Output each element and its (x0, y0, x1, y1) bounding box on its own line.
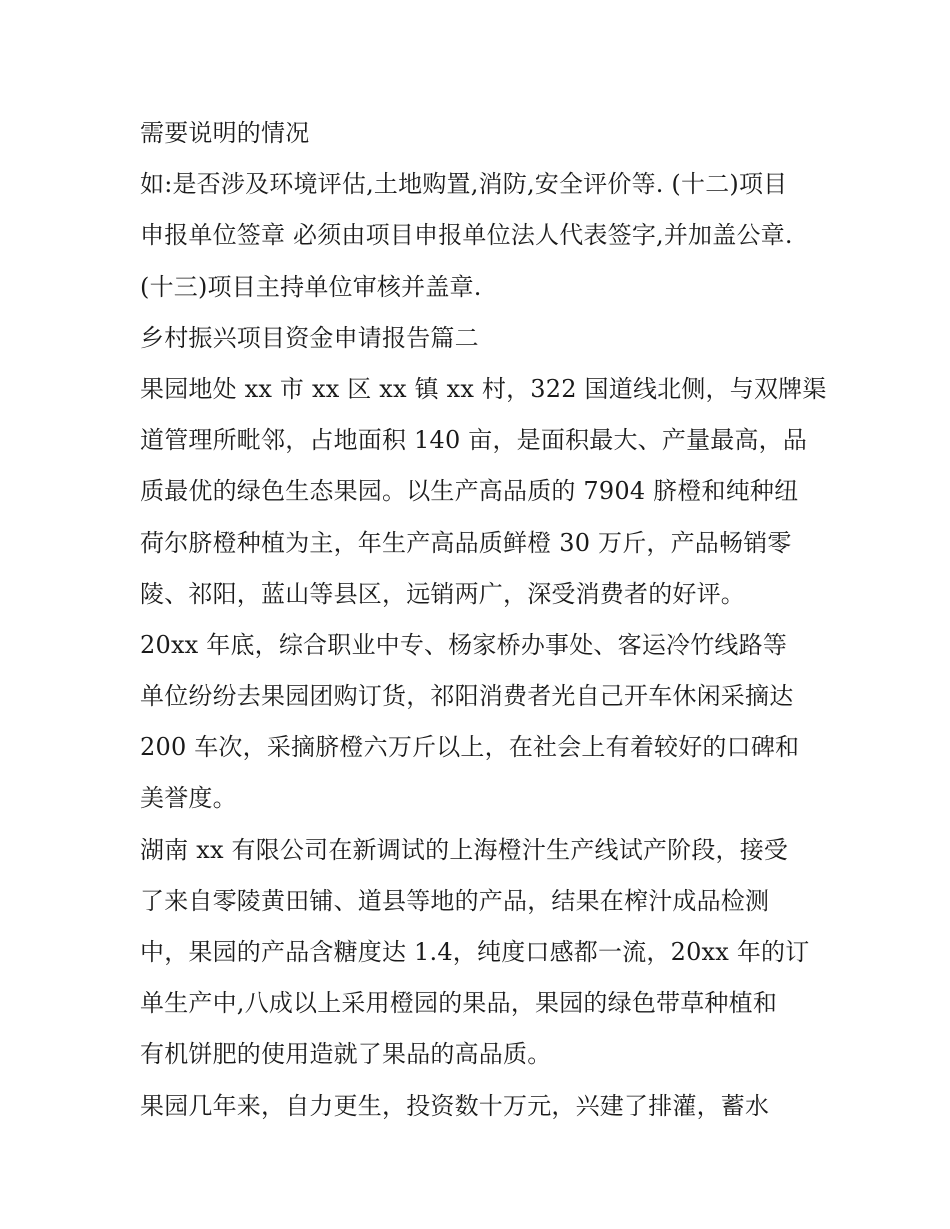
paragraph-notes-heading (140, 108, 820, 159)
text-line: 如:是否涉及环境评估,土地购置,消防,安全评价等. (十二)项目 (140, 170, 788, 199)
text-line: 乡村振兴项目资金申请报告篇二 (140, 323, 479, 352)
text-line: 果园地处 xx 市 xx 区 xx 镇 xx 村，322 国道线北侧，与双牌渠 (140, 374, 827, 403)
text-line: 道管理所毗邻，占地面积 140 亩，是面积最大、产量最高，品 (140, 426, 808, 455)
text-line: 有机饼肥的使用造就了果品的高品质。 (140, 1040, 552, 1069)
text-line: 美誉度。 (140, 784, 237, 813)
text-line: 单位纷纷去果园团购订货，祁阳消费者光自己开车休闲采摘达 (140, 682, 794, 711)
paragraph-juice-production (140, 825, 820, 1081)
text-line: 需要说明的情况 (140, 119, 310, 147)
text-line: 单生产中,八成以上采用橙园的果品，果园的绿色带草种植和 (140, 989, 778, 1018)
text-line: 陵、祁阳，蓝山等县区，远销两广，深受消费者的好评。 (140, 579, 745, 608)
text-line: 质最优的绿色生态果园。以生产高品质的 7904 脐橙和纯种纽 (140, 477, 799, 506)
paragraph-investment (140, 1081, 820, 1132)
text-line: 申报单位签章 必须由项目申报单位法人代表签字,并加盖公章. (140, 221, 793, 250)
paragraph-group-orders (140, 620, 820, 825)
text-line: 果园几年来，自力更生，投资数十万元，兴建了排灌，蓄水 (140, 1091, 770, 1120)
text-line: 中，果园的产品含糖度达 1.4，纯度口感都一流，20xx 年的订 (140, 938, 810, 966)
paragraph-orchard-location (140, 364, 827, 620)
section-title (140, 313, 820, 364)
text-line: 了来自零陵黄田铺、道县等地的产品，结果在榨汁成品检测 (140, 886, 770, 915)
text-line: 200 车次，采摘脐橙六万斤以上，在社会上有着较好的口碑和 (140, 733, 800, 762)
text-line: 20xx 年底，综合职业中专、杨家桥办事处、客运冷竹线路等 (140, 630, 788, 659)
text-line: 湖南 xx 有限公司在新调试的上海橙汁生产线试产阶段，接受 (140, 835, 789, 864)
text-line: 荷尔脐橙种植为主，年生产高品质鲜橙 30 万斤，产品畅销零 (140, 528, 792, 557)
document-body (140, 108, 827, 1132)
text-line: (十三)项目主持单位审核并盖章. (140, 272, 482, 301)
paragraph-notes (140, 159, 820, 313)
